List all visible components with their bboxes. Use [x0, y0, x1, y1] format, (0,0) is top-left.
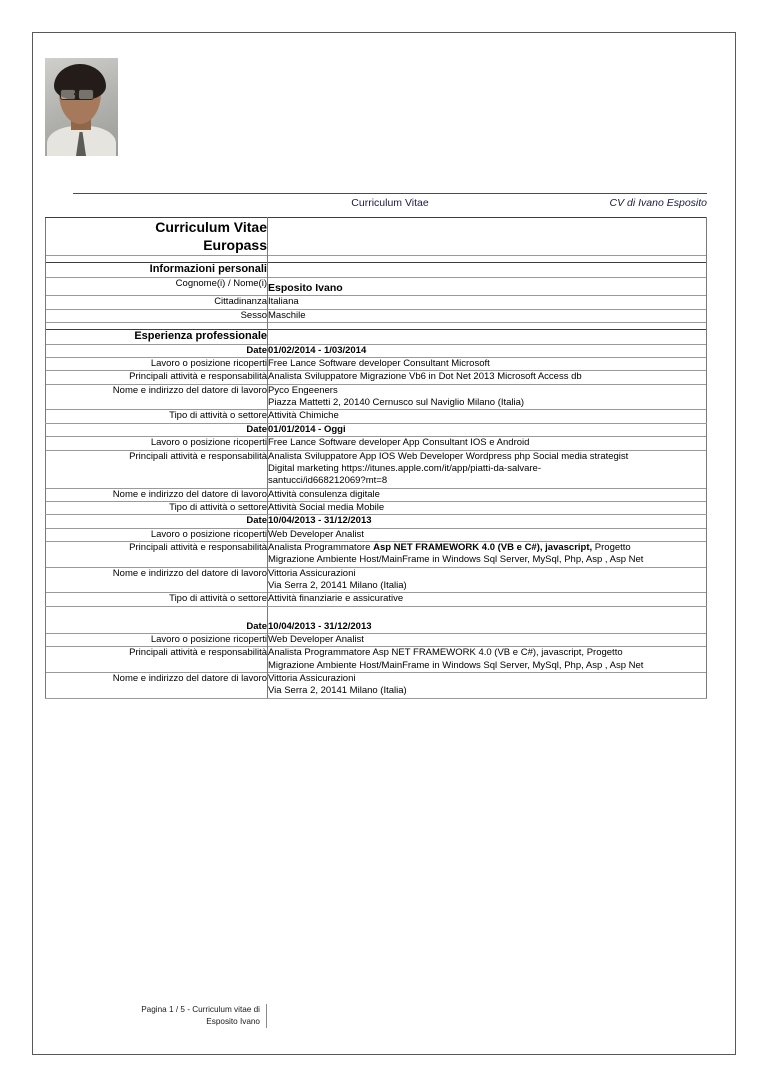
label-activities-3: Principali attività e responsabilità: [46, 541, 268, 567]
value-activities-4-line1: Analista Programmatore Asp NET FRAMEWORK 4.0 (VB e C#), javascript, Progetto: [268, 647, 623, 659]
label-position-4: Lavoro o posizione ricoperti: [46, 633, 268, 646]
value-date-3: 10/04/2013 - 31/12/2013: [268, 515, 707, 528]
value-employer-3: [268, 567, 707, 593]
value-sector-1: Attività Chimiche: [268, 410, 707, 423]
table-row: [46, 384, 707, 410]
spacer-label-cell: [46, 323, 268, 330]
label-employer-2: Nome e indirizzo del datore di lavoro: [46, 488, 268, 501]
label-sex: Sesso: [46, 309, 268, 322]
table-row-spacer: [46, 255, 707, 262]
value-activities-4-line2: Migrazione Ambiente Host/MainFrame in Windows Sql Server, MySql, Php, Asp , Asp Net: [268, 659, 644, 671]
spacer-label-cell: [46, 255, 268, 262]
section-heading-experience-spacer: [268, 330, 707, 345]
label-employer-4: Nome e indirizzo del datore di lavoro: [46, 673, 268, 699]
label-date-4: Date: [46, 606, 268, 633]
experience-date-row: [46, 423, 707, 436]
value-position-4: Web Developer Analist: [268, 633, 707, 646]
label-employer-3: Nome e indirizzo del datore di lavoro: [46, 567, 268, 593]
table-row: [46, 501, 707, 514]
value-employer-3-line2: Via Serra 2, 20141 Milano (Italia): [268, 579, 407, 591]
value-activities-2-line1: Analista Sviluppatore App IOS Web Developer Wordpress php Social media strategist: [268, 450, 629, 462]
section-heading-personal-info: Informazioni personali: [46, 262, 268, 277]
table-row: [46, 358, 707, 371]
value-sector-3: Attività finanziarie e assicurative: [268, 593, 707, 606]
table-row: [46, 296, 707, 309]
table-row: [46, 371, 707, 384]
table-row: [46, 277, 707, 296]
value-activities-3-pre: Analista Programmatore: [268, 541, 374, 553]
table-row: [46, 647, 707, 673]
photo-glasses-bridge-icon: [74, 93, 78, 95]
value-activities-3: [268, 541, 707, 567]
label-date-2: Date: [46, 423, 268, 436]
value-position-1: Free Lance Software developer Consultant Microsoft: [268, 358, 707, 371]
europass-cv-table: [45, 217, 707, 699]
candidate-photo: [45, 58, 118, 156]
label-employer-1: Nome e indirizzo del datore di lavoro: [46, 384, 268, 410]
table-row: [46, 541, 707, 567]
table-row: [46, 437, 707, 450]
label-position-2: Lavoro o posizione ricoperti: [46, 437, 268, 450]
cv-title-line1: Curriculum Vitae: [155, 219, 267, 235]
value-activities-1: Analista Sviluppatore Migrazione Vb6 in Dot Net 2013 Microsoft Access db: [268, 371, 707, 384]
photo-glasses-right-icon: [78, 89, 94, 100]
label-date-1: Date: [46, 344, 268, 357]
label-activities-2: Principali attività e responsabilità: [46, 450, 268, 488]
value-activities-4: [268, 647, 707, 673]
document-footer: [45, 1004, 267, 1028]
label-sector-2: Tipo di attività o settore: [46, 501, 268, 514]
table-row: [46, 673, 707, 699]
section-heading-row: [46, 330, 707, 345]
experience-date-row: [46, 344, 707, 357]
table-row: [46, 309, 707, 322]
spacer-value-cell: [268, 255, 707, 262]
label-sector-3: Tipo di attività o settore: [46, 593, 268, 606]
document-running-header: [73, 193, 707, 215]
footer-line-2: Esposito Ivano: [206, 1016, 260, 1026]
value-activities-2-line2: Digital marketing https://itunes.apple.com/it/app/piatti-da-salvare-: [268, 462, 541, 474]
value-activities-3-bold: Asp NET FRAMEWORK 4.0 (VB e C#), javascript,: [373, 541, 593, 553]
header-center-title: Curriculum Vitae: [351, 197, 429, 209]
value-activities-3-line2: Migrazione Ambiente Host/MainFrame in Windows Sql Server, MySql, Php, Asp , Asp Net: [268, 554, 644, 566]
value-employer-2: Attività consulenza digitale: [268, 488, 707, 501]
cv-title-line2: Europass: [203, 237, 267, 254]
value-date-1: 01/02/2014 - 1/03/2014: [268, 344, 707, 357]
value-position-2: Free Lance Software developer App Consultant IOS e Android: [268, 437, 707, 450]
experience-date-row: [46, 606, 707, 633]
value-citizenship: Italiana: [268, 296, 707, 309]
value-sector-2: Attività Social media Mobile: [268, 501, 707, 514]
page-sheet: [32, 32, 736, 1055]
value-employer-4-line2: Via Serra 2, 20141 Milano (Italia): [268, 685, 407, 697]
experience-date-row: [46, 515, 707, 528]
table-row: [46, 567, 707, 593]
label-activities-4: Principali attività e responsabilità: [46, 647, 268, 673]
value-activities-2: [268, 450, 707, 488]
value-activities-2-line3: santucci/id668212069?mt=8: [268, 475, 388, 487]
value-date-2: 01/01/2014 - Oggi: [268, 423, 707, 436]
section-heading-row: [46, 262, 707, 277]
value-date-4: 10/04/2013 - 31/12/2013: [268, 606, 707, 633]
value-position-3: Web Developer Analist: [268, 528, 707, 541]
table-row-spacer: [46, 323, 707, 330]
cv-title: [46, 218, 268, 256]
table-row: [46, 528, 707, 541]
cv-title-spacer: [268, 218, 707, 256]
section-heading-personal-info-spacer: [268, 262, 707, 277]
table-row: [46, 593, 707, 606]
value-employer-1-line1: Pyco Engeeners: [268, 384, 338, 396]
label-surname-name: Cognome(i) / Nome(i): [46, 277, 268, 296]
table-row: [46, 488, 707, 501]
table-row: [46, 410, 707, 423]
value-activities-3-post: Progetto: [592, 541, 631, 553]
footer-line-1: Pagina 1 / 5 - Curriculum vitae di: [141, 1005, 260, 1014]
value-employer-1-line2: Piazza Mattetti 2, 20140 Cernusco sul Naviglio Milano (Italia): [268, 397, 525, 409]
value-employer-3-line1: Vittoria Assicurazioni: [268, 567, 356, 579]
spacer-value-cell: [268, 323, 707, 330]
value-employer-4: [268, 673, 707, 699]
label-date-3: Date: [46, 515, 268, 528]
label-sector-1: Tipo di attività o settore: [46, 410, 268, 423]
label-position-3: Lavoro o posizione ricoperti: [46, 528, 268, 541]
label-position-1: Lavoro o posizione ricoperti: [46, 358, 268, 371]
section-heading-experience: Esperienza professionale: [46, 330, 268, 345]
table-row: [46, 218, 707, 256]
value-employer-4-line1: Vittoria Assicurazioni: [268, 673, 356, 685]
header-right-title: CV di Ivano Esposito: [609, 197, 707, 209]
photo-frame: [45, 58, 118, 156]
label-citizenship: Cittadinanza: [46, 296, 268, 309]
value-employer-1: [268, 384, 707, 410]
label-activities-1: Principali attività e responsabilità: [46, 371, 268, 384]
value-sex: Maschile: [268, 309, 707, 322]
table-row: [46, 450, 707, 488]
value-surname-name: Esposito Ivano: [268, 277, 707, 296]
table-row: [46, 633, 707, 646]
